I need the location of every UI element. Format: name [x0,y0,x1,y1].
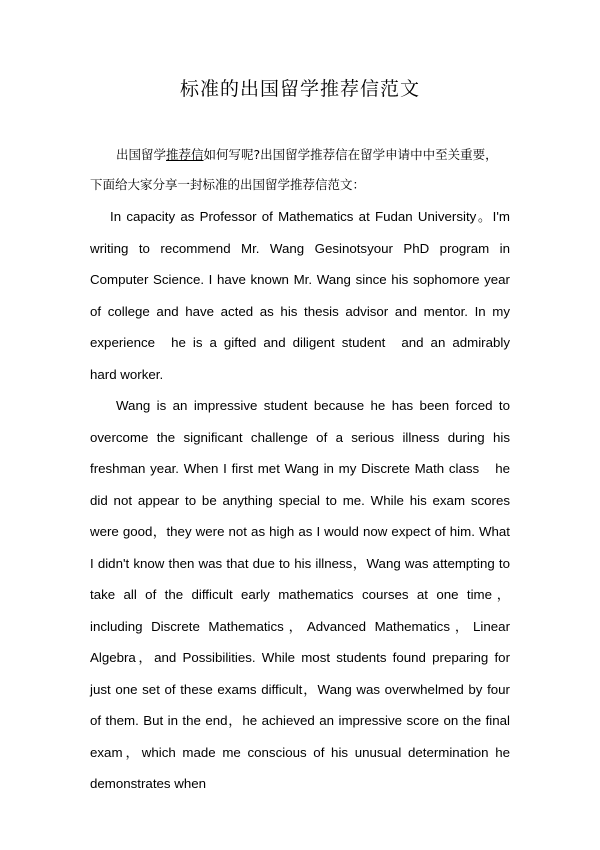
document-title: 标准的出国留学推荐信范文 [179,78,420,100]
body-paragraph-1 [90,201,510,390]
body-paragraph-2 [90,390,510,800]
paragraph-1-part-2: he is a gifted and diligent student [171,335,386,350]
paragraph-2-part-2: he did not appear to be anything special to me. While his exam scores were good，they were not as high as I would now expect of him. What I didn't know then was that due to his illness，Wang was attempting to take all of the difficult early mathematics courses at one time，including Discrete Mathematics，Advanced Mathematics，Linear Algebra，and Possibilities. While most students found preparing for just one set of these exams difficult，Wang was overwhelmed by four of them. But in the end，he achieved an impressive score on the final exam，which made me conscious of his unusual determination he demonstrates when [90,461,510,791]
intro-text-after: 如何写呢?出国留学推荐信在留学申请中中至关重要，下面给大家分享一封标准的出国留学推荐信范文： [90,147,498,192]
recommendation-letter-link[interactable]: 推荐信 [166,147,204,162]
paragraph-1-part-1: In capacity as Professor of Mathematics at Fudan University。I'm writing to recommend Mr. Wang Gesinotsyour PhD program in Computer Science. I have known Mr. Wang since his sophomore year of college and have acted as his thesis advisor and mentor. In my experience [90,209,510,350]
paragraph-2-part-1: Wang is an impressive student because he has been forced to overcome the significant challenge of a serious illness during his freshman year. When I first met Wang in my Discrete Math class [90,398,510,476]
paragraph-1-part-3: and an admirably hard worker. [90,335,510,382]
intro-paragraph [90,140,510,200]
intro-text-before: 出国留学 [116,147,167,162]
